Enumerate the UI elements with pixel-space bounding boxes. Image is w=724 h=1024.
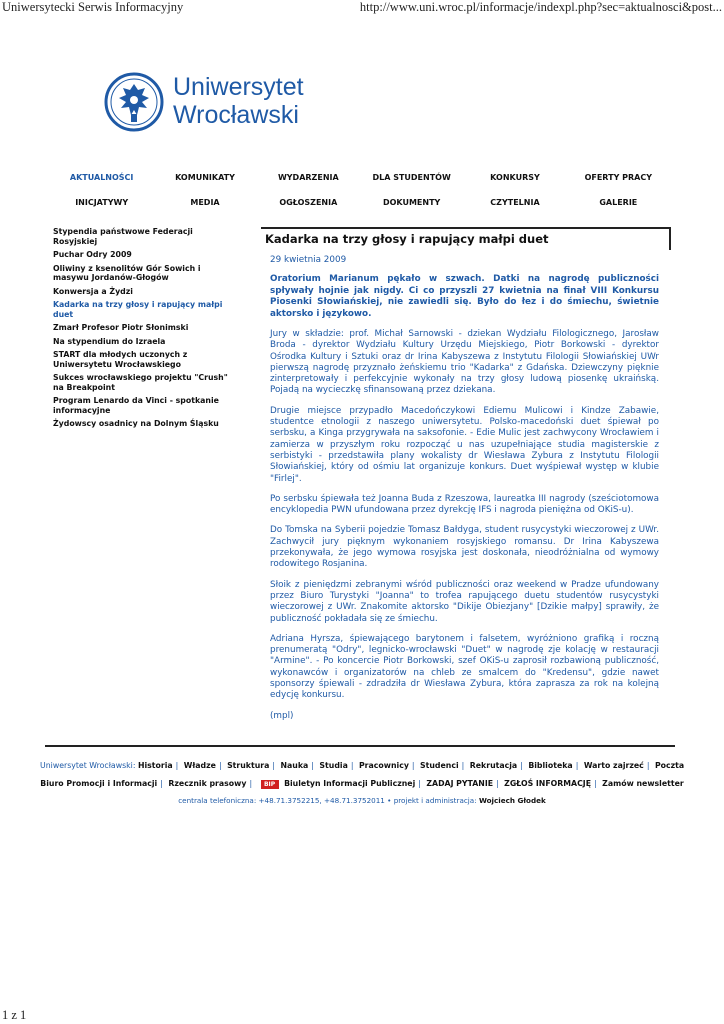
nav-dla-studentow[interactable]: DLA STUDENTÓW bbox=[372, 173, 451, 182]
sidebar-item-kadarka[interactable]: Kadarka na trzy głosy i rapujący małpi duet bbox=[53, 300, 223, 319]
footer-contact-phones: centrala telefoniczna: +48.71.3752215, +48.71.3752011 • projekt i administracja: bbox=[178, 796, 477, 805]
sidebar-item-start[interactable]: START dla młodych uczonych z Uniwersytetu Wrocławskiego bbox=[53, 350, 188, 369]
nav-aktualnosci[interactable]: AKTUALNOŚCI bbox=[69, 173, 134, 182]
news-sidebar bbox=[53, 227, 233, 433]
footer-link-biblioteka[interactable]: Biblioteka bbox=[528, 761, 573, 770]
footer-link-rzecznik[interactable]: Rzecznik prasowy bbox=[168, 779, 247, 788]
article-title: Kadarka na trzy głosy i rapujący małpi duet bbox=[265, 232, 549, 246]
nav-komunikaty[interactable]: KOMUNIKATY bbox=[175, 173, 235, 182]
main-nav-row-1 bbox=[50, 173, 670, 182]
sidebar-item-osadnicy[interactable]: Żydowscy osadnicy na Dolnym Śląsku bbox=[53, 419, 219, 428]
article-date: 29 kwietnia 2009 bbox=[270, 255, 347, 265]
article bbox=[261, 227, 671, 731]
article-body bbox=[270, 274, 659, 722]
sidebar-item-crush[interactable]: Sukces wrocławskiego projektu "Crush" na Breakpoint bbox=[53, 373, 228, 392]
university-logo[interactable] bbox=[103, 70, 323, 145]
sidebar-item-leonardo[interactable]: Program Lenardo da Vinci - spotkanie informacyjne bbox=[53, 396, 219, 415]
article-title-bar bbox=[261, 227, 671, 250]
footer-link-zadaj-pytanie[interactable]: ZADAJ PYTANIE bbox=[426, 779, 494, 788]
footer-link-poczta[interactable]: Poczta bbox=[654, 761, 685, 770]
footer-link-studia[interactable]: Studia bbox=[319, 761, 348, 770]
footer-link-warto-zajrzec[interactable]: Warto zajrzeć bbox=[583, 761, 644, 770]
article-paragraph-audience-prize: Słoik z pieniędzmi zebranymi wśród publiczności oraz weekend w Pradze ufundowany przez Biuro Turystyki "Joanna" to trofea rapującego duetu studentów rusycystyki wieczorowej z UWr. Znakomite aktorsko "Dikije Obiezjany" [Dzikie małpy] sprawiły, że publiczność pokładała się ze śmiechu. bbox=[270, 579, 659, 624]
footer-link-historia[interactable]: Historia bbox=[137, 761, 173, 770]
article-paragraph-second-place: Drugie miejsce przypadło Macedończykowi Ediemu Mulicowi i Kindze Zabawie, studentce etnologii z naszego uniwersytetu. Polsko-macedoński duet śpiewał po serbsku, a Kinga przygrywała na saksofonie. - Edie Mulic jest zachwycony Wrocławiem i zamierza w przyszłym roku rozpocząć u nas uzupełniające studia magisterskie z serbistyki - przedstawiła plany wokalisty dr Wiesława Zybura z Instytutu Filologii Słowiańskiej, który od ośmiu lat organizuje konkurs. Duet wyśpiewał występ w klubie "Firlej". bbox=[270, 405, 659, 484]
nav-oferty-pracy[interactable]: OFERTY PRACY bbox=[584, 173, 653, 182]
footer-contact bbox=[40, 796, 684, 805]
university-crest-icon bbox=[103, 70, 165, 134]
footer-divider bbox=[45, 745, 675, 747]
footer-link-wladze[interactable]: Władze bbox=[183, 761, 216, 770]
print-header-site-name: Uniwersytecki Serwis Informacyjny bbox=[2, 0, 184, 14]
article-paragraph-tomsk: Do Tomska na Syberii pojedzie Tomasz Bałdyga, student rusycystyki wieczorowej z UWr. Zachwycił jury pięknym wykonaniem rosyjskiego romansu. Dr Irina Kabyszewa przekonywała, że jego wymowa rosyjska jest doskonała, nieodróżnialna od wymowy rodowitego Rosjanina. bbox=[270, 525, 659, 570]
footer-link-zglos-informacje[interactable]: ZGŁOŚ INFORMACJĘ bbox=[504, 779, 592, 788]
logo-line-1: Uniwersytet bbox=[173, 73, 304, 101]
sidebar-item-oliwiny[interactable]: Oliwiny z ksenolitów Gór Sowich i masywu Jordanów-Głogów bbox=[53, 263, 201, 282]
nav-konkursy[interactable]: KONKURSY bbox=[490, 173, 540, 182]
nav-galerie[interactable]: GALERIE bbox=[599, 198, 638, 207]
article-author: (mpl) bbox=[270, 710, 294, 721]
footer-prefix: Uniwersytet Wrocławski: bbox=[40, 761, 136, 770]
nav-czytelnia[interactable]: CZYTELNIA bbox=[490, 198, 540, 207]
article-lead: Oratorium Marianum pękało w szwach. Datki na nagrodę publiczności spływały hojnie jak nigdy. Ci co przyszli 27 kwietnia na finał VIII Konkursu Piosenki Słowiańskiej, nie zawiedli się. Było do łez i do śmiechu, świetnie aktorsko i językowo. bbox=[270, 274, 659, 319]
footer-link-newsletter[interactable]: Zamów newsletter bbox=[602, 779, 684, 788]
logo-line-2: Wrocławski bbox=[173, 101, 299, 129]
print-page-number: 1 z 1 bbox=[2, 1008, 27, 1022]
footer-link-studenci[interactable]: Studenci bbox=[420, 761, 459, 770]
nav-inicjatywy[interactable]: INICJATYWY bbox=[75, 198, 129, 207]
nav-media[interactable]: MEDIA bbox=[190, 198, 220, 207]
footer-admin-name[interactable]: Wojciech Głodek bbox=[478, 796, 546, 805]
footer-link-nauka[interactable]: Nauka bbox=[280, 761, 309, 770]
footer-link-biuro-promocji[interactable]: Biuro Promocji i Informacji bbox=[40, 779, 158, 788]
article-paragraph-jury: Jury w składzie: prof. Michał Sarnowski - dziekan Wydziału Filologicznego, Jarosław Broda - dyrektor Wydziału Kultury Urzędu Miejskiego, Piotr Borkowski - dyrektor Ośrodka Kultury i Sztuki oraz dr Irina Kabyszewa z Instytutu Filologii Słowiańskiej UWr pierwszą nagrodę przyznało żeńskiemu trio "Kadarka" z Gdańska. Dziewczyny pięknie zinterpretowały i perfekcyjnie wykonały na trzy głosy ludową piosenkę ukraińską. Pojadą na wycieczkę sfinansowaną przez dziekana. bbox=[270, 329, 659, 396]
sidebar-item-izrael[interactable]: Na stypendium do Izraela bbox=[53, 336, 166, 346]
bip-logo-icon[interactable]: BIP bbox=[261, 780, 279, 789]
print-header bbox=[0, 0, 724, 18]
article-paragraph-other-awards: Adriana Hyrsza, śpiewającego barytonem i falsetem, wyróżniono grafiką i roczną prenumeratą "Odry", legnicko-wrocławski "Duet" w nagrodę zje kolację w restauracji "Armine". - Po koncercie Piotr Borkowski, szef OKiS-u zaprosił rozbawioną publiczność, wykonawców i organizatorów na chleb ze smalcem do "Kredensu", gdzie nawet sponsorzy śpiewali - zdradziła dr Wiesława Zybura, która zaprasza za rok na kolejną edycję konkursu. bbox=[270, 633, 659, 701]
footer-links-row-1: Uniwersytet Wrocławski: Historia | Władze | Struktura | Nauka | Studia | Pracownicy | Studenci | Rekrutacja | Biblioteka | Warto zajrzeć | Poczta bbox=[40, 761, 685, 770]
sidebar-item-konwersja[interactable]: Konwersja a Żydzi bbox=[53, 286, 133, 296]
footer-link-struktura[interactable]: Struktura bbox=[227, 761, 270, 770]
footer-link-rekrutacja[interactable]: Rekrutacja bbox=[469, 761, 518, 770]
footer-link-bip[interactable]: Biuletyn Informacji Publicznej bbox=[284, 779, 416, 788]
nav-ogloszenia[interactable]: OGŁOSZENIA bbox=[279, 198, 338, 207]
sidebar-item-puchar-odry[interactable]: Puchar Odry 2009 bbox=[53, 250, 132, 259]
footer-link-pracownicy[interactable]: Pracownicy bbox=[358, 761, 409, 770]
nav-dokumenty[interactable]: DOKUMENTY bbox=[382, 198, 441, 207]
main-nav-row-2 bbox=[50, 198, 670, 207]
print-header-url: http://www.uni.wroc.pl/informacje/indexpl.php?sec=aktualnosci&post... bbox=[359, 0, 722, 14]
nav-wydarzenia[interactable]: WYDARZENIA bbox=[277, 173, 339, 182]
sidebar-item-slonimski[interactable]: Zmarł Profesor Piotr Słonimski bbox=[53, 323, 189, 332]
footer-links-row-2: Biuro Promocji i Informacji | Rzecznik prasowy | BIP Biuletyn Informacji Publicznej | ZADAJ PYTANIE | ZGŁOŚ INFORMACJĘ | Zamów newsletter bbox=[40, 779, 684, 788]
sidebar-item-stypendia[interactable]: Stypendia państwowe Federacji Rosyjskiej bbox=[53, 227, 193, 246]
article-paragraph-third-place: Po serbsku śpiewała też Joanna Buda z Rzeszowa, laureatka III nagrody (sześciotomowa encyklopedia PWN ufundowana przez dyrekcję IFS i nagroda pieniężna od OKiS-u). bbox=[270, 493, 659, 516]
